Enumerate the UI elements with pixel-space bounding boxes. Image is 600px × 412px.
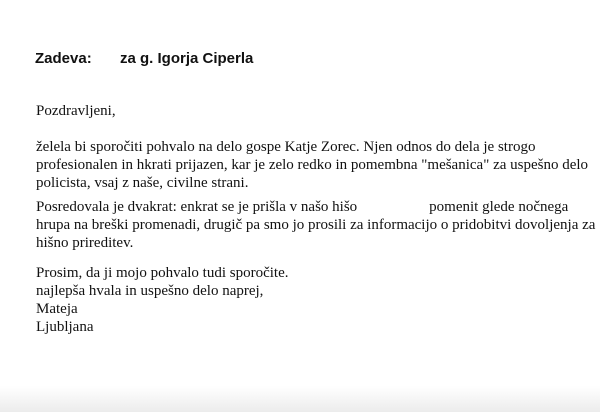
greeting: Pozdravljeni, [36, 103, 116, 119]
paragraph-line [36, 198, 595, 216]
closing-request: Prosim, da ji mojo pohvalo tudi sporočite. [36, 265, 289, 281]
line-text-after-gap: pomenit glede nočnega [429, 199, 569, 215]
line-text-before-gap: Posredovala je dvakrat: enkrat se je prišla v našo hišo [36, 199, 358, 215]
paragraph-line: profesionalen in hkrati prijazen, kar je zelo redko in pomembna "mešanica" za uspešno delo [36, 157, 589, 173]
paragraph-line: policista, vsaj z naše, civilne strani. [36, 175, 249, 191]
subject-label: Zadeva: [35, 50, 92, 67]
paragraph-praise [36, 138, 588, 192]
closing-thanks: najlepša hvala in uspešno delo naprej, [36, 283, 264, 299]
paragraph-line: hišno prireditev. [36, 235, 134, 251]
signature-name: Mateja [36, 301, 78, 317]
paragraph-interventions [36, 198, 595, 252]
paragraph-line: želela bi sporočiti pohvalo na delo gospe Katje Zorec. Njen odnos do dela je strogo [36, 139, 536, 155]
signature-city: Ljubljana [36, 319, 94, 335]
closing-block [36, 264, 288, 336]
subject-value: za g. Igorja Ciperla [120, 50, 254, 67]
paragraph-line: hrupa na breški promenadi, drugič pa smo jo prosili za informacijo o pridobitvi dovoljenja za [36, 217, 596, 233]
scan-edge-shadow [0, 386, 600, 412]
